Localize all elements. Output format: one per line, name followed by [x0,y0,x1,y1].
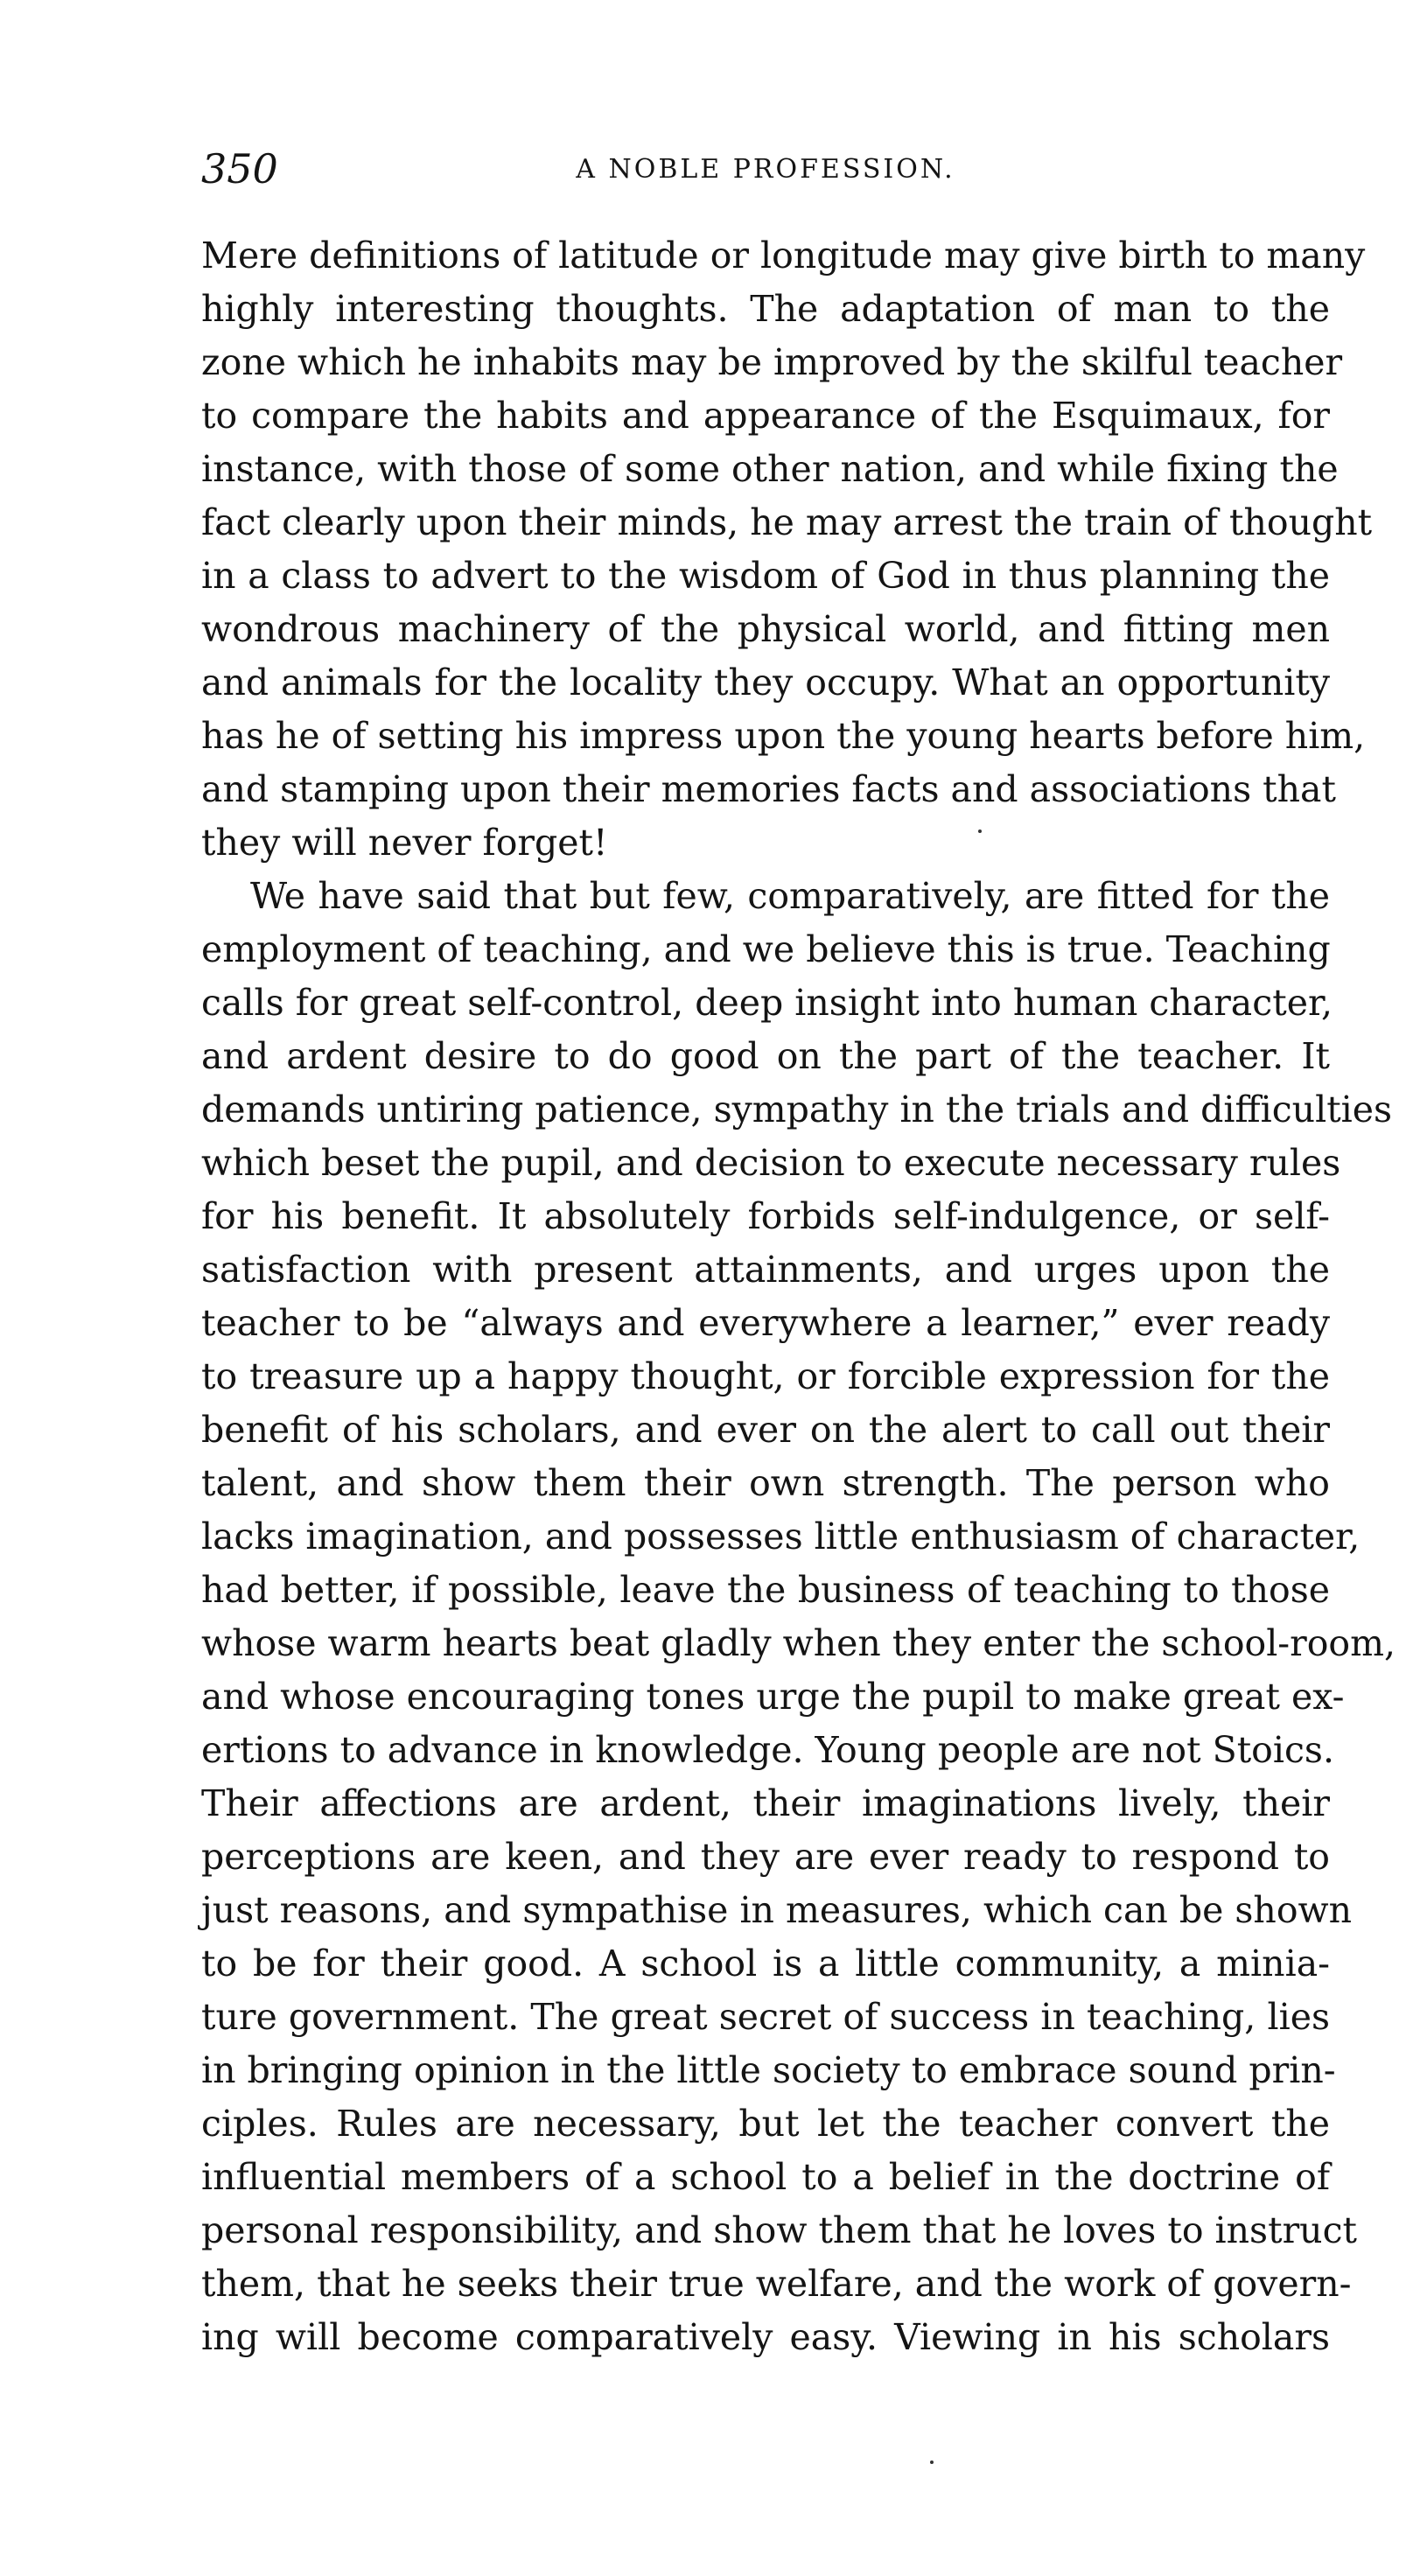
text-line: they will never forget! [201,822,608,864]
text-line: to compare the habits and appearance of the Esquimaux, for [201,395,1330,437]
text-line: which beset the pupil, and decision to execute necessary rules [201,1142,1341,1184]
text-line: and stamping upon their memories facts and associations that [201,768,1336,810]
running-head [201,147,1330,191]
text-line: in a class to advert to the wisdom of God in thus planning the [201,555,1330,597]
running-title: A NOBLE PROFESSION. [576,154,955,185]
text-line: Mere definitions of latitude or longitude may give birth to many [201,234,1366,276]
text-line: them, that he seeks their true welfare, and the work of govern- [201,2263,1352,2305]
text-line: fact clearly upon their minds, he may arrest the train of thought [201,501,1373,543]
text-line: demands untiring patience, sympathy in the trials and difficulties [201,1088,1393,1130]
text-line: ertions to advance in knowledge. Young people are not Stoics. [201,1729,1335,1771]
paragraph [201,870,1396,2364]
text-line: satisfaction with present attainments, and urges upon the [201,1249,1330,1291]
body-text [201,229,1396,2364]
text-line: in bringing opinion in the little society to embrace sound prin- [201,2049,1336,2091]
text-line: highly interesting thoughts. The adaptation of man to the [201,288,1330,330]
text-line: to treasure up a happy thought, or forcible expression for the [201,1355,1330,1397]
text-line: whose warm hearts beat gladly when they enter the school-room, [201,1622,1396,1664]
text-line: benefit of his scholars, and ever on the alert to call out their [201,1409,1330,1451]
paragraph [201,229,1373,870]
text-line: employment of teaching, and we believe this is true. Teaching [201,928,1331,970]
text-line: personal responsibility, and show them that he loves to instruct [201,2209,1358,2251]
text-line: has he of setting his impress upon the young hearts before him, [201,715,1366,757]
text-line: and whose encouraging tones urge the pupil to make great ex- [201,1676,1345,1718]
text-line: perceptions are keen, and they are ever ready to respond to [201,1836,1330,1878]
text-line: ciples. Rules are necessary, but let the teacher convert the [201,2103,1330,2145]
text-line: and animals for the locality they occupy. What an opportunity [201,662,1330,704]
text-line: zone which he inhabits may be improved by the skilful teacher [201,341,1343,383]
text-line: We have said that but few, comparatively, are fitted for the [250,875,1330,917]
text-line: Their affections are ardent, their imaginations lively, their [201,1782,1330,1824]
text-line: to be for their good. A school is a little community, a minia- [201,1942,1330,1984]
text-line: talent, and show them their own strength. The person who [201,1462,1330,1504]
text-line: had better, if possible, leave the business of teaching to those [201,1569,1330,1611]
text-line: influential members of a school to a belief in the doctrine of [201,2156,1330,2198]
text-line: calls for great self-control, deep insight into human character, [201,982,1333,1024]
text-line: for his benefit. It absolutely forbids self-indulgence, or self- [201,1195,1330,1237]
text-line: wondrous machinery of the physical world, and fitting men [201,608,1330,650]
text-line: just reasons, and sympathise in measures, which can be shown [201,1889,1353,1931]
text-line: and ardent desire to do good on the part of the teacher. It [201,1035,1330,1077]
text-line: ture government. The great secret of success in teaching, lies [201,1996,1330,2038]
page-number: 350 [201,145,278,192]
text-line: lacks imagination, and possesses little enthusiasm of character, [201,1516,1361,1558]
print-speck [978,830,982,833]
print-speck [930,2460,934,2464]
paragraph-container [201,229,1396,2364]
text-line: ing will become comparatively easy. Viewing in his scholars [201,2316,1330,2358]
text-line: instance, with those of some other nation, and while fixing the [201,448,1339,490]
text-line: teacher to be “always and everywhere a learner,” ever ready [201,1302,1330,1344]
